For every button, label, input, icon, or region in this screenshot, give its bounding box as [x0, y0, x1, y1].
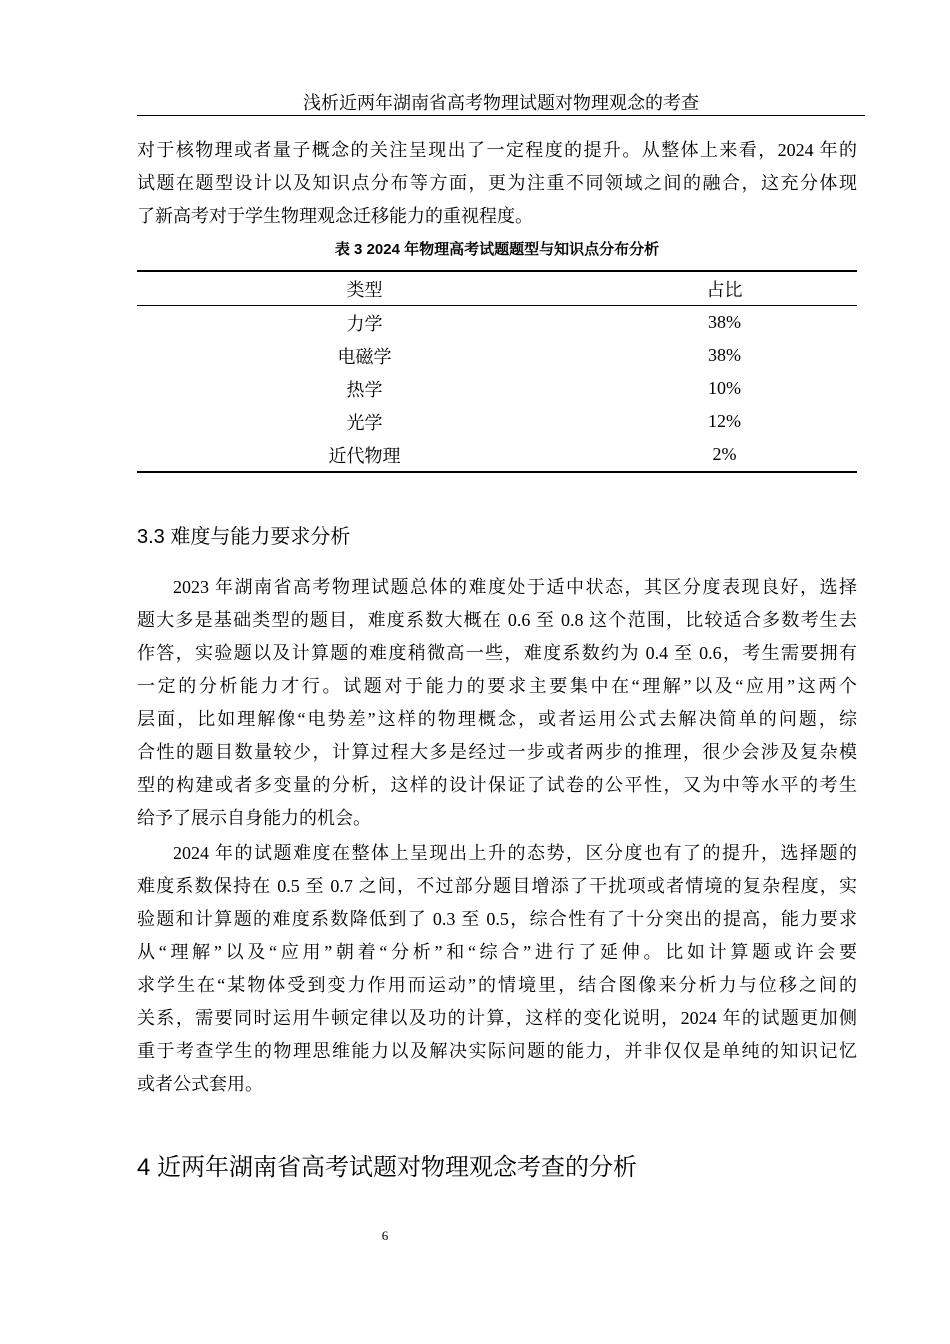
text-line: 求学生在“某物体受到变力作用而运动”的情境里，结合图像来分析力与位移之间的 — [137, 975, 857, 995]
column-header-type: 类型 — [346, 279, 383, 300]
type-cell: 热学 — [346, 379, 383, 400]
table-row — [137, 306, 857, 340]
ratio-cell: 10% — [708, 378, 741, 398]
text-line: 验题和计算题的难度系数降低到了 0.3 至 0.5，综合性有了十分突出的提高，能力要求 — [137, 909, 857, 929]
text-line: 试题在题型设计以及知识点分布等方面，更为注重不同领域之间的融合，这充分体现 — [137, 173, 857, 193]
type-cell: 力学 — [346, 313, 383, 334]
header-rule — [137, 115, 865, 116]
text-line: 一定的分析能力才行。试题对于能力的要求主要集中在“理解”以及“应用”这两个 — [137, 676, 857, 696]
text-line: 作答，实验题以及计算题的难度稍微高一些，难度系数约为 0.4 至 0.6，考生需要拥有 — [137, 643, 857, 663]
page-number: 6 — [381, 1228, 389, 1243]
ratio-cell: 12% — [708, 411, 741, 431]
body-paragraph-2024 — [137, 837, 857, 1101]
text-line: 题大多是基础类型的题目，难度系数大概在 0.6 至 0.8 这个范围，比较适合多数考生去 — [137, 610, 857, 630]
text-line: 或者公式套用。 — [137, 1074, 263, 1094]
section-heading-3-3: 3.3 难度与能力要求分析 — [137, 526, 351, 548]
ratio-cell: 2% — [712, 444, 737, 464]
text-line: 重于考查学生的物理思维能力以及解决实际问题的能力，并非仅仅是单纯的知识记忆 — [137, 1041, 857, 1061]
section-heading-4: 4 近两年湖南省高考试题对物理观念考查的分析 — [137, 1154, 638, 1181]
running-header: 浅析近两年湖南省高考物理试题对物理观念的考查 — [303, 93, 699, 113]
text-line: 关系，需要同时运用牛顿定律以及功的计算，这样的变化说明，2024 年的试题更加侧 — [137, 1008, 857, 1028]
ratio-cell: 38% — [708, 345, 741, 365]
intro-paragraph — [137, 134, 857, 233]
distribution-table — [137, 270, 857, 473]
ratio-cell: 38% — [708, 312, 741, 332]
text-line: 对于核物理或者量子概念的关注呈现出了一定程度的提升。从整体上来看，2024 年的 — [137, 140, 857, 160]
table-row — [137, 372, 857, 405]
text-line: 合性的题目数量较少，计算过程大多是经过一步或者两步的推理，很少会涉及复杂模 — [137, 742, 857, 762]
column-header-ratio: 占比 — [706, 279, 743, 300]
text-line: 难度系数保持在 0.5 至 0.7 之间，不过部分题目增添了干扰项或者情境的复杂程度，实 — [137, 876, 857, 896]
text-line: 型的构建或者多变量的分析，这样的设计保证了试卷的公平性，又为中等水平的考生 — [137, 775, 857, 795]
text-line: 2023 年湖南省高考物理试题总体的难度处于适中状态，其区分度表现良好，选择 — [173, 577, 857, 597]
text-line: 了新高考对于学生物理观念迁移能力的重视程度。 — [137, 206, 533, 226]
text-line: 从“理解”以及“应用”朝着“分析”和“综合”进行了延伸。比如计算题或许会要 — [137, 942, 857, 962]
body-paragraph-2023 — [137, 571, 857, 835]
table-row — [137, 339, 857, 372]
table-header-row — [137, 271, 857, 306]
table-caption: 表 3 2024 年物理高考试题题型与知识点分布分析 — [334, 241, 660, 258]
type-cell: 近代物理 — [328, 445, 401, 466]
table-row — [137, 405, 857, 438]
text-line: 给予了展示自身能力的机会。 — [137, 808, 371, 828]
type-cell: 电磁学 — [337, 346, 392, 367]
table-row — [137, 438, 857, 472]
text-line: 层面，比如理解像“电势差”这样的物理概念，或者运用公式去解决简单的问题，综 — [137, 709, 857, 729]
type-cell: 光学 — [346, 412, 383, 433]
text-line: 2024 年的试题难度在整体上呈现出上升的态势，区分度也有了的提升，选择题的 — [173, 843, 857, 863]
